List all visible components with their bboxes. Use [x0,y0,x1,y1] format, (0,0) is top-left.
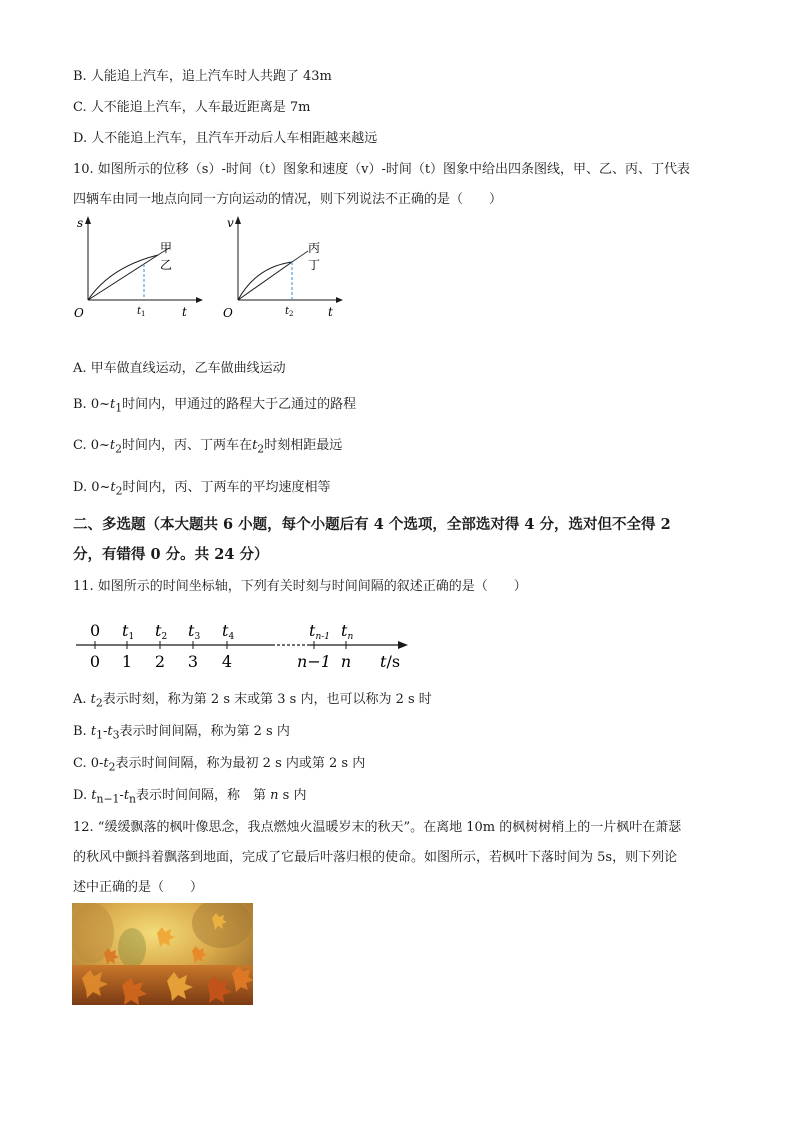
label-ding: 丁 [308,258,321,272]
q10-stem-line1: 10. 如图所示的位移（s）-时间（t）图象和速度（v）-时间（t）图象中给出四条图线，甲、乙、丙、丁代表 [73,162,691,177]
timeline-bottom-label: 3 [187,652,199,671]
q12-stem-line1: 12. “缓缓飘落的枫叶像思念，我点燃烛火温暖岁末的秋天”。在离地 10m 的枫树树梢上的一片枫叶在萧瑟 [73,820,682,835]
timeline-top-label: t4 [222,621,235,642]
tick-t1: $t_1$ [137,306,146,318]
q10-option-a: A. 甲车做直线运动，乙车做曲线运动 [73,361,286,376]
timeline-top-label: t3 [188,621,201,642]
q11-stem: 11. 如图所示的时间坐标轴，下列有关时刻与时间间隔的叙述正确的是（ ） [73,579,527,594]
label-bing: 丙 [308,241,321,255]
q11-option-a: A. $t_2$表示时刻，称为第 2 s 末或第 3 s 内，也可以称为 2 s 时 [73,692,432,710]
maple-leaf-photo [72,903,253,1005]
q9-option-b: B. 人能追上汽车，追上汽车时人共跑了 43m [73,69,332,84]
origin-label-2: O [223,306,233,320]
timeline-bottom-label: 0 [89,652,101,671]
q9-option-d: D. 人不能追上汽车，且汽车开动后人车相距越来越远 [73,131,378,146]
timeline-top-label: t2 [155,621,168,642]
q11-option-b: B. $t_1-t_3$表示时间间隔，称为第 2 s 内 [73,724,290,742]
q10-option-d: D. $0\sim t_2$时间内，丙、丁两车的平均速度相等 [73,480,331,498]
q11-option-c: C. $0-t_2$表示时间间隔，称为最初 2 s 内或第 2 s 内 [73,756,366,774]
q12-stem-line3: 述中正确的是（ ） [73,880,204,895]
q11-option-d: D. $t_{n-1}-t_n$表示时间间隔，称 第 n s 内 [73,788,307,806]
origin-label: O [74,306,84,320]
q11-timeline [72,616,417,674]
section-2-heading-line2: 分，有错得 0 分。共 24 分） [73,546,269,563]
axis-label-v: v [227,216,234,230]
section-2-heading-line1: 二、多选题（本大题共 6 小题，每个小题后有 4 个选项，全部选对得 4 分，选对但不全得 2 [73,516,671,533]
axis-label-t: t [182,305,187,319]
tick-t2: $t_2$ [285,306,294,318]
q12-stem-line2: 的秋风中颤抖着飘落到地面，完成了它最后叶落归根的使命。如图所示，若枫叶下落时间为 5s，则下列论 [73,850,678,865]
q9-option-c: C. 人不能追上汽车，人车最近距离是 7m [73,100,311,115]
graph-vt [223,216,343,320]
label-yi: 乙 [160,258,173,272]
q10-option-b: B. $0\sim t_1$时间内，甲通过的路程大于乙通过的路程 [73,397,357,415]
timeline-top-label: 0 [90,621,101,640]
axis-label-t2: t [328,305,333,319]
timeline-top-label: t1 [122,621,135,642]
label-jia: 甲 [160,241,173,255]
timeline-bottom-label: 1 [121,652,133,671]
q10-option-c: C. $0\sim t_2$时间内，丙、丁两车在$t_2$时刻相距最远 [73,438,343,456]
timeline-bottom-label: 4 [221,652,233,671]
timeline-top-label: tn [341,621,354,642]
graph-st [74,216,203,320]
timeline-top-label: tn-1 [309,621,331,642]
timeline-bottom-label: n [340,652,352,671]
timeline-unit: t/s [380,652,401,671]
line-yi [88,255,158,300]
timeline-bottom-label: n−1 [297,652,331,671]
q10-stem-line2: 四辆车由同一地点向同一方向运动的情况，则下列说法不正确的是（ ） [73,192,503,207]
timeline-bottom-label: 2 [154,652,166,671]
q10-graphs [70,212,360,324]
line-ding [238,262,292,300]
axis-label-s: s [77,216,84,230]
